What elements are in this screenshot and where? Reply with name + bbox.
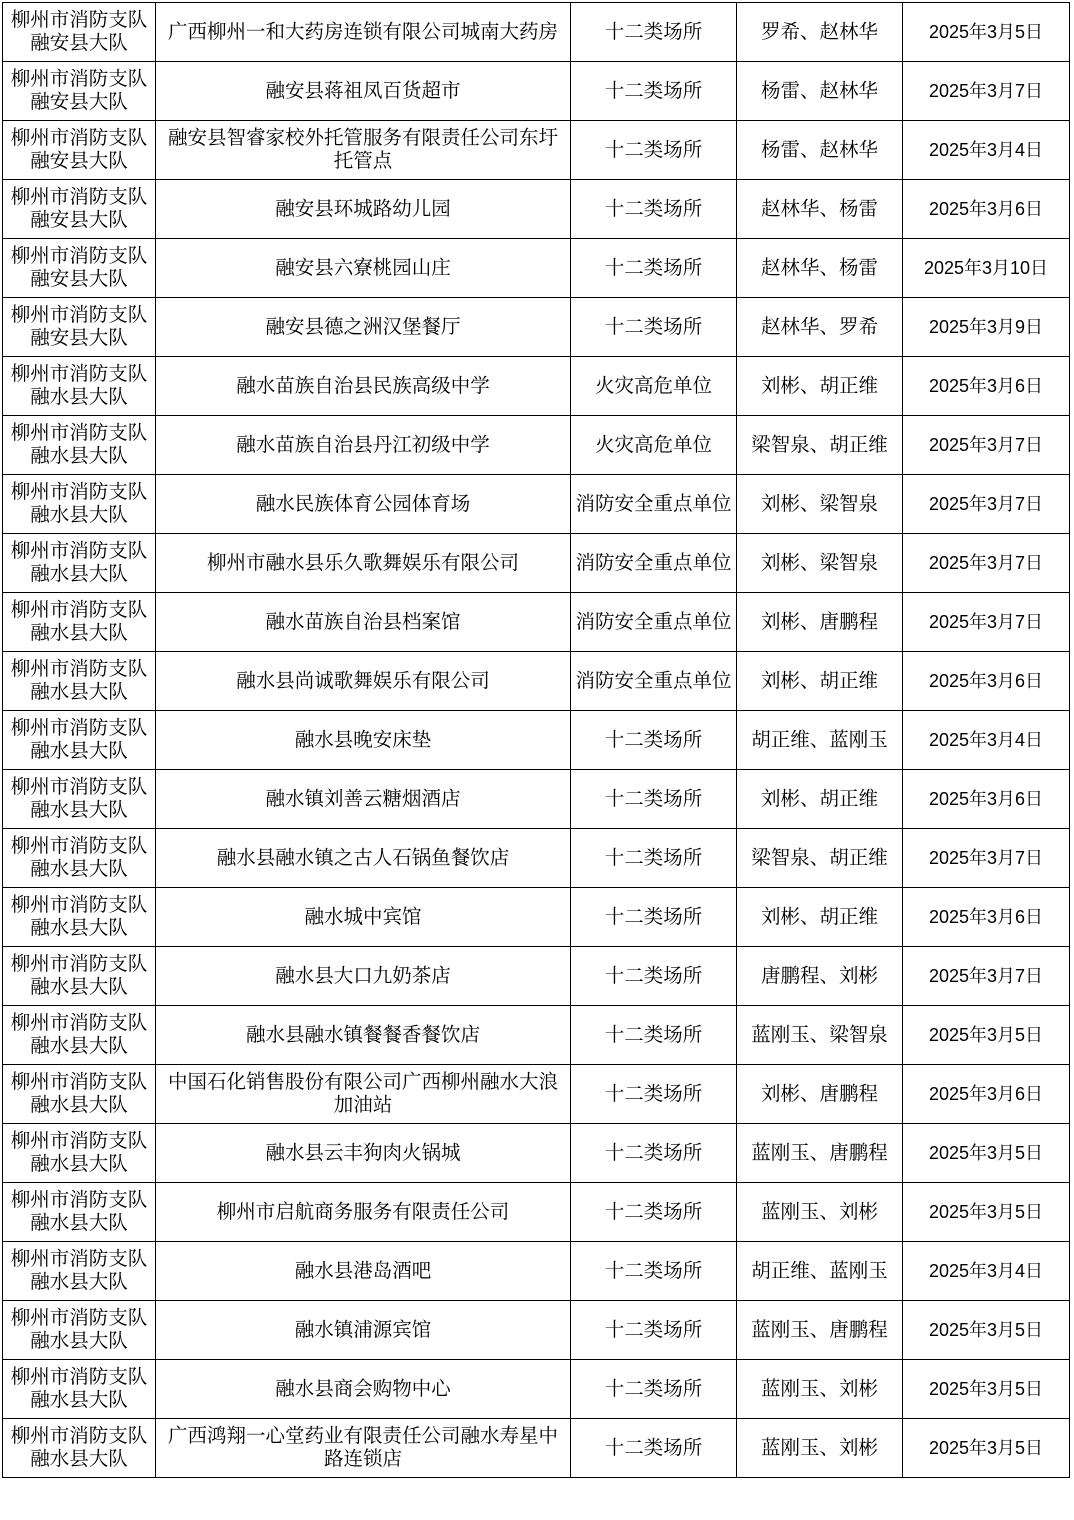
date-cell: 2025年3月6日 bbox=[903, 652, 1070, 711]
date-cell: 2025年3月6日 bbox=[903, 888, 1070, 947]
category-cell: 十二类场所 bbox=[571, 770, 737, 829]
inspectors-cell: 赵林华、罗希 bbox=[737, 298, 903, 357]
table-row bbox=[3, 3, 1070, 62]
table-row bbox=[3, 239, 1070, 298]
inspectors-cell: 赵林华、杨雷 bbox=[737, 239, 903, 298]
brigade-cell: 柳州市消防支队融安县大队 bbox=[3, 239, 156, 298]
unit-cell: 融水县融水镇餐餐香餐饮店 bbox=[156, 1006, 571, 1065]
inspectors-cell: 梁智泉、胡正维 bbox=[737, 829, 903, 888]
inspectors-cell: 胡正维、蓝刚玉 bbox=[737, 1242, 903, 1301]
category-cell: 十二类场所 bbox=[571, 62, 737, 121]
date-cell: 2025年3月7日 bbox=[903, 416, 1070, 475]
inspectors-cell: 刘彬、梁智泉 bbox=[737, 534, 903, 593]
date-cell: 2025年3月7日 bbox=[903, 593, 1070, 652]
unit-cell: 广西鸿翔一心堂药业有限责任公司融水寿星中路连锁店 bbox=[156, 1419, 571, 1478]
inspectors-cell: 刘彬、胡正维 bbox=[737, 888, 903, 947]
brigade-cell: 柳州市消防支队融安县大队 bbox=[3, 298, 156, 357]
table-row bbox=[3, 180, 1070, 239]
table-row bbox=[3, 121, 1070, 180]
inspectors-cell: 刘彬、胡正维 bbox=[737, 357, 903, 416]
unit-cell: 融水苗族自治县档案馆 bbox=[156, 593, 571, 652]
brigade-cell: 柳州市消防支队融水县大队 bbox=[3, 1006, 156, 1065]
unit-cell: 柳州市启航商务服务有限责任公司 bbox=[156, 1183, 571, 1242]
date-cell: 2025年3月6日 bbox=[903, 180, 1070, 239]
brigade-cell: 柳州市消防支队融水县大队 bbox=[3, 1360, 156, 1419]
inspectors-cell: 蓝刚玉、梁智泉 bbox=[737, 1006, 903, 1065]
date-cell: 2025年3月4日 bbox=[903, 1242, 1070, 1301]
inspectors-cell: 杨雷、赵林华 bbox=[737, 121, 903, 180]
inspectors-cell: 刘彬、胡正维 bbox=[737, 652, 903, 711]
inspection-table bbox=[2, 2, 1070, 1478]
brigade-cell: 柳州市消防支队融水县大队 bbox=[3, 711, 156, 770]
date-cell: 2025年3月7日 bbox=[903, 475, 1070, 534]
unit-cell: 融水县云丰狗肉火锅城 bbox=[156, 1124, 571, 1183]
date-cell: 2025年3月7日 bbox=[903, 62, 1070, 121]
inspectors-cell: 刘彬、胡正维 bbox=[737, 770, 903, 829]
brigade-cell: 柳州市消防支队融水县大队 bbox=[3, 357, 156, 416]
table-row bbox=[3, 1124, 1070, 1183]
unit-cell: 融水县晚安床垫 bbox=[156, 711, 571, 770]
date-cell: 2025年3月7日 bbox=[903, 829, 1070, 888]
category-cell: 消防安全重点单位 bbox=[571, 652, 737, 711]
inspectors-cell: 蓝刚玉、唐鹏程 bbox=[737, 1124, 903, 1183]
date-cell: 2025年3月5日 bbox=[903, 1419, 1070, 1478]
brigade-cell: 柳州市消防支队融水县大队 bbox=[3, 652, 156, 711]
brigade-cell: 柳州市消防支队融水县大队 bbox=[3, 416, 156, 475]
brigade-cell: 柳州市消防支队融水县大队 bbox=[3, 534, 156, 593]
unit-cell: 中国石化销售股份有限公司广西柳州融水大浪加油站 bbox=[156, 1065, 571, 1124]
category-cell: 十二类场所 bbox=[571, 711, 737, 770]
brigade-cell: 柳州市消防支队融安县大队 bbox=[3, 121, 156, 180]
inspectors-cell: 赵林华、杨雷 bbox=[737, 180, 903, 239]
inspectors-cell: 梁智泉、胡正维 bbox=[737, 416, 903, 475]
category-cell: 消防安全重点单位 bbox=[571, 593, 737, 652]
category-cell: 十二类场所 bbox=[571, 1065, 737, 1124]
table-row bbox=[3, 1006, 1070, 1065]
inspectors-cell: 罗希、赵林华 bbox=[737, 3, 903, 62]
category-cell: 火灾高危单位 bbox=[571, 416, 737, 475]
unit-cell: 融水县融水镇之古人石锅鱼餐饮店 bbox=[156, 829, 571, 888]
table-row bbox=[3, 593, 1070, 652]
unit-cell: 融安县蒋祖凤百货超市 bbox=[156, 62, 571, 121]
date-cell: 2025年3月6日 bbox=[903, 357, 1070, 416]
unit-cell: 融水县大口九奶茶店 bbox=[156, 947, 571, 1006]
date-cell: 2025年3月5日 bbox=[903, 1124, 1070, 1183]
date-cell: 2025年3月6日 bbox=[903, 1065, 1070, 1124]
inspectors-cell: 刘彬、唐鹏程 bbox=[737, 1065, 903, 1124]
date-cell: 2025年3月5日 bbox=[903, 1183, 1070, 1242]
brigade-cell: 柳州市消防支队融水县大队 bbox=[3, 888, 156, 947]
brigade-cell: 柳州市消防支队融水县大队 bbox=[3, 1183, 156, 1242]
date-cell: 2025年3月5日 bbox=[903, 1301, 1070, 1360]
brigade-cell: 柳州市消防支队融水县大队 bbox=[3, 1065, 156, 1124]
inspectors-cell: 刘彬、唐鹏程 bbox=[737, 593, 903, 652]
brigade-cell: 柳州市消防支队融水县大队 bbox=[3, 770, 156, 829]
category-cell: 十二类场所 bbox=[571, 888, 737, 947]
table-row bbox=[3, 652, 1070, 711]
inspectors-cell: 蓝刚玉、刘彬 bbox=[737, 1183, 903, 1242]
brigade-cell: 柳州市消防支队融安县大队 bbox=[3, 62, 156, 121]
inspectors-cell: 刘彬、梁智泉 bbox=[737, 475, 903, 534]
brigade-cell: 柳州市消防支队融安县大队 bbox=[3, 3, 156, 62]
brigade-cell: 柳州市消防支队融水县大队 bbox=[3, 829, 156, 888]
unit-cell: 融安县德之洲汉堡餐厅 bbox=[156, 298, 571, 357]
category-cell: 十二类场所 bbox=[571, 3, 737, 62]
brigade-cell: 柳州市消防支队融水县大队 bbox=[3, 947, 156, 1006]
category-cell: 消防安全重点单位 bbox=[571, 534, 737, 593]
category-cell: 十二类场所 bbox=[571, 829, 737, 888]
table-row bbox=[3, 1419, 1070, 1478]
inspection-table-body bbox=[3, 3, 1070, 1478]
table-row bbox=[3, 829, 1070, 888]
date-cell: 2025年3月4日 bbox=[903, 121, 1070, 180]
unit-cell: 融水苗族自治县丹江初级中学 bbox=[156, 416, 571, 475]
table-row bbox=[3, 1360, 1070, 1419]
category-cell: 十二类场所 bbox=[571, 1006, 737, 1065]
date-cell: 2025年3月10日 bbox=[903, 239, 1070, 298]
brigade-cell: 柳州市消防支队融水县大队 bbox=[3, 1242, 156, 1301]
category-cell: 十二类场所 bbox=[571, 947, 737, 1006]
date-cell: 2025年3月5日 bbox=[903, 1006, 1070, 1065]
date-cell: 2025年3月9日 bbox=[903, 298, 1070, 357]
category-cell: 十二类场所 bbox=[571, 180, 737, 239]
table-row bbox=[3, 298, 1070, 357]
category-cell: 消防安全重点单位 bbox=[571, 475, 737, 534]
date-cell: 2025年3月6日 bbox=[903, 770, 1070, 829]
brigade-cell: 柳州市消防支队融水县大队 bbox=[3, 593, 156, 652]
unit-cell: 融水苗族自治县民族高级中学 bbox=[156, 357, 571, 416]
unit-cell: 柳州市融水县乐久歌舞娱乐有限公司 bbox=[156, 534, 571, 593]
table-row bbox=[3, 416, 1070, 475]
inspectors-cell: 胡正维、蓝刚玉 bbox=[737, 711, 903, 770]
table-row bbox=[3, 1183, 1070, 1242]
unit-cell: 融水县港岛酒吧 bbox=[156, 1242, 571, 1301]
brigade-cell: 柳州市消防支队融水县大队 bbox=[3, 475, 156, 534]
table-row bbox=[3, 1242, 1070, 1301]
category-cell: 十二类场所 bbox=[571, 1301, 737, 1360]
date-cell: 2025年3月7日 bbox=[903, 947, 1070, 1006]
table-row bbox=[3, 357, 1070, 416]
inspectors-cell: 蓝刚玉、刘彬 bbox=[737, 1360, 903, 1419]
category-cell: 十二类场所 bbox=[571, 121, 737, 180]
unit-cell: 融水县尚诚歌舞娱乐有限公司 bbox=[156, 652, 571, 711]
brigade-cell: 柳州市消防支队融水县大队 bbox=[3, 1301, 156, 1360]
table-row bbox=[3, 770, 1070, 829]
category-cell: 火灾高危单位 bbox=[571, 357, 737, 416]
table-row bbox=[3, 711, 1070, 770]
brigade-cell: 柳州市消防支队融水县大队 bbox=[3, 1419, 156, 1478]
category-cell: 十二类场所 bbox=[571, 1242, 737, 1301]
inspectors-cell: 蓝刚玉、唐鹏程 bbox=[737, 1301, 903, 1360]
inspectors-cell: 杨雷、赵林华 bbox=[737, 62, 903, 121]
unit-cell: 融安县六寮桃园山庄 bbox=[156, 239, 571, 298]
inspectors-cell: 蓝刚玉、刘彬 bbox=[737, 1419, 903, 1478]
brigade-cell: 柳州市消防支队融水县大队 bbox=[3, 1124, 156, 1183]
table-row bbox=[3, 1065, 1070, 1124]
date-cell: 2025年3月5日 bbox=[903, 3, 1070, 62]
unit-cell: 融安县环城路幼儿园 bbox=[156, 180, 571, 239]
unit-cell: 融水镇浦源宾馆 bbox=[156, 1301, 571, 1360]
table-row bbox=[3, 475, 1070, 534]
unit-cell: 融水城中宾馆 bbox=[156, 888, 571, 947]
brigade-cell: 柳州市消防支队融安县大队 bbox=[3, 180, 156, 239]
category-cell: 十二类场所 bbox=[571, 298, 737, 357]
inspectors-cell: 唐鹏程、刘彬 bbox=[737, 947, 903, 1006]
category-cell: 十二类场所 bbox=[571, 1360, 737, 1419]
unit-cell: 融安县智睿家校外托管服务有限责任公司东圩托管点 bbox=[156, 121, 571, 180]
category-cell: 十二类场所 bbox=[571, 1183, 737, 1242]
table-row bbox=[3, 534, 1070, 593]
category-cell: 十二类场所 bbox=[571, 1124, 737, 1183]
table-row bbox=[3, 62, 1070, 121]
table-row bbox=[3, 947, 1070, 1006]
unit-cell: 融水县商会购物中心 bbox=[156, 1360, 571, 1419]
category-cell: 十二类场所 bbox=[571, 1419, 737, 1478]
table-row bbox=[3, 1301, 1070, 1360]
unit-cell: 融水镇刘善云糖烟酒店 bbox=[156, 770, 571, 829]
date-cell: 2025年3月7日 bbox=[903, 534, 1070, 593]
unit-cell: 广西柳州一和大药房连锁有限公司城南大药房 bbox=[156, 3, 571, 62]
date-cell: 2025年3月4日 bbox=[903, 711, 1070, 770]
category-cell: 十二类场所 bbox=[571, 239, 737, 298]
table-row bbox=[3, 888, 1070, 947]
date-cell: 2025年3月5日 bbox=[903, 1360, 1070, 1419]
unit-cell: 融水民族体育公园体育场 bbox=[156, 475, 571, 534]
